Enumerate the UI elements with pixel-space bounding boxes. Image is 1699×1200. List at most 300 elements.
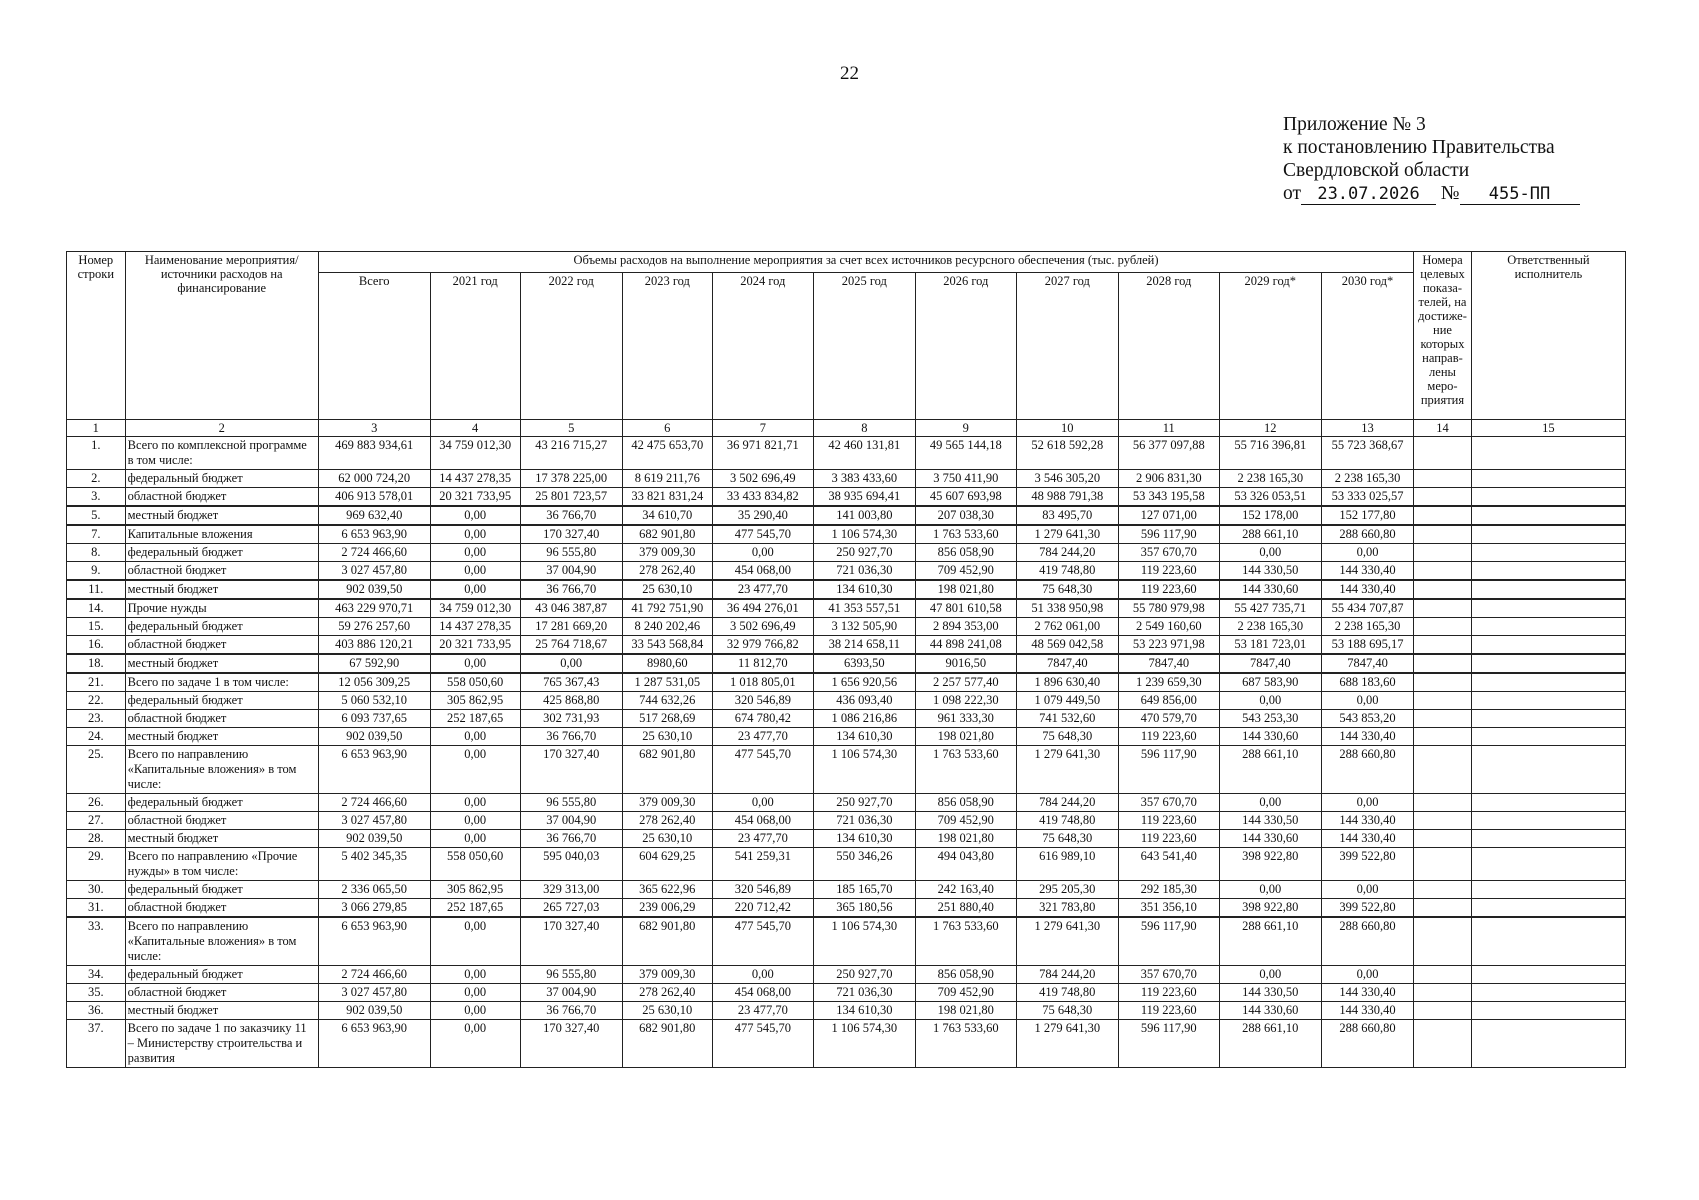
row-year-value: 44 898 241,08 <box>915 636 1016 655</box>
row-year-value: 2 257 577,40 <box>915 673 1016 692</box>
row-year-value: 134 610,30 <box>813 728 915 746</box>
row-year-value: 36 766,70 <box>520 1002 622 1020</box>
row-name: федеральный бюджет <box>125 692 318 710</box>
row-year-value: 0,00 <box>430 966 520 984</box>
row-year-value: 784 244,20 <box>1016 544 1118 562</box>
row-year-value: 288 661,10 <box>1219 1020 1321 1068</box>
row-year-value: 20 321 733,95 <box>430 488 520 507</box>
row-year-value: 744 632,26 <box>622 692 712 710</box>
row-targets <box>1414 881 1472 899</box>
row-year-value: 56 377 097,88 <box>1118 437 1219 470</box>
row-name: федеральный бюджет <box>125 470 318 488</box>
row-year-value: 1 656 920,56 <box>813 673 915 692</box>
row-year-value: 250 927,70 <box>813 544 915 562</box>
row-total-value: 3 027 457,80 <box>318 812 430 830</box>
row-year-value: 55 716 396,81 <box>1219 437 1321 470</box>
row-year-value: 596 117,90 <box>1118 525 1219 544</box>
row-year-value: 365 180,56 <box>813 899 915 918</box>
row-year-value: 141 003,80 <box>813 506 915 525</box>
row-name: местный бюджет <box>125 654 318 673</box>
row-year-value: 48 569 042,58 <box>1016 636 1118 655</box>
row-year-value: 682 901,80 <box>622 917 712 966</box>
row-year-value: 11 812,70 <box>712 654 813 673</box>
row-number: 35. <box>67 984 126 1002</box>
row-year-value: 170 327,40 <box>520 746 622 794</box>
annex-date-prefix: от <box>1283 183 1302 204</box>
row-year-value: 53 188 695,17 <box>1321 636 1413 655</box>
row-year-value: 42 475 653,70 <box>622 437 712 470</box>
row-year-value: 288 660,80 <box>1321 1020 1413 1068</box>
row-year-value: 252 187,65 <box>430 899 520 918</box>
row-year-value: 75 648,30 <box>1016 580 1118 599</box>
row-year-value: 682 901,80 <box>622 525 712 544</box>
row-name: федеральный бюджет <box>125 881 318 899</box>
row-year-value: 51 338 950,98 <box>1016 599 1118 618</box>
row-year-value: 709 452,90 <box>915 562 1016 581</box>
row-targets <box>1414 966 1472 984</box>
row-year-value: 1 896 630,40 <box>1016 673 1118 692</box>
table-row <box>67 881 1626 899</box>
row-responsible <box>1471 899 1625 918</box>
column-number: 13 <box>1321 420 1413 437</box>
row-year-value: 152 178,00 <box>1219 506 1321 525</box>
row-responsible <box>1471 599 1625 618</box>
row-year-value: 242 163,40 <box>915 881 1016 899</box>
row-year-value: 144 330,40 <box>1321 812 1413 830</box>
row-year-value: 0,00 <box>1321 966 1413 984</box>
row-targets <box>1414 562 1472 581</box>
row-name: федеральный бюджет <box>125 544 318 562</box>
header-year: 2024 год <box>712 273 813 420</box>
row-year-value: 3 546 305,20 <box>1016 470 1118 488</box>
row-year-value: 398 922,80 <box>1219 848 1321 881</box>
row-name: Капитальные вложения <box>125 525 318 544</box>
row-year-value: 0,00 <box>430 812 520 830</box>
row-number: 29. <box>67 848 126 881</box>
row-year-value: 321 783,80 <box>1016 899 1118 918</box>
row-year-value: 33 821 831,24 <box>622 488 712 507</box>
row-year-value: 379 009,30 <box>622 544 712 562</box>
row-number: 16. <box>67 636 126 655</box>
row-total-value: 3 066 279,85 <box>318 899 430 918</box>
row-responsible <box>1471 830 1625 848</box>
row-total-value: 469 883 934,61 <box>318 437 430 470</box>
table-row <box>67 899 1626 918</box>
row-targets <box>1414 728 1472 746</box>
row-year-value: 721 036,30 <box>813 812 915 830</box>
row-year-value: 0,00 <box>430 728 520 746</box>
row-responsible <box>1471 881 1625 899</box>
table-row <box>67 488 1626 507</box>
annex-title: Приложение № 3 <box>1283 114 1426 135</box>
row-year-value: 7847,40 <box>1219 654 1321 673</box>
row-responsible <box>1471 1002 1625 1020</box>
row-year-value: 3 383 433,60 <box>813 470 915 488</box>
row-year-value: 34 759 012,30 <box>430 437 520 470</box>
table-row <box>67 636 1626 655</box>
row-year-value: 278 262,40 <box>622 812 712 830</box>
row-total-value: 902 039,50 <box>318 1002 430 1020</box>
row-year-value: 43 216 715,27 <box>520 437 622 470</box>
row-year-value: 96 555,80 <box>520 966 622 984</box>
row-year-value: 1 763 533,60 <box>915 525 1016 544</box>
row-number: 33. <box>67 917 126 966</box>
row-year-value: 37 004,90 <box>520 984 622 1002</box>
row-total-value: 902 039,50 <box>318 580 430 599</box>
row-year-value: 96 555,80 <box>520 794 622 812</box>
row-year-value: 0,00 <box>430 1020 520 1068</box>
row-year-value: 643 541,40 <box>1118 848 1219 881</box>
table-row <box>67 580 1626 599</box>
row-year-value: 288 660,80 <box>1321 917 1413 966</box>
header-name: Наименование мероприятия/ источники расходов на финансирование <box>125 252 318 420</box>
table-row <box>67 562 1626 581</box>
annex-number-prefix: № <box>1440 183 1460 204</box>
row-year-value: 961 333,30 <box>915 710 1016 728</box>
budget-table <box>66 251 1626 1068</box>
row-year-value: 55 427 735,71 <box>1219 599 1321 618</box>
row-year-value: 1 763 533,60 <box>915 746 1016 794</box>
row-year-value: 23 477,70 <box>712 830 813 848</box>
row-year-value: 43 046 387,87 <box>520 599 622 618</box>
row-year-value: 3 132 505,90 <box>813 618 915 636</box>
row-year-value: 7847,40 <box>1321 654 1413 673</box>
row-year-value: 0,00 <box>1219 692 1321 710</box>
row-year-value: 53 326 053,51 <box>1219 488 1321 507</box>
row-year-value: 25 630,10 <box>622 830 712 848</box>
row-year-value: 23 477,70 <box>712 580 813 599</box>
row-name: областной бюджет <box>125 984 318 1002</box>
row-year-value: 119 223,60 <box>1118 562 1219 581</box>
row-year-value: 0,00 <box>430 654 520 673</box>
row-year-value: 0,00 <box>1321 544 1413 562</box>
row-name: местный бюджет <box>125 728 318 746</box>
header-year: 2028 год <box>1118 273 1219 420</box>
row-name: Прочие нужды <box>125 599 318 618</box>
row-year-value: 398 922,80 <box>1219 899 1321 918</box>
row-total-value: 3 027 457,80 <box>318 562 430 581</box>
row-year-value: 477 545,70 <box>712 525 813 544</box>
row-total-value: 2 724 466,60 <box>318 966 430 984</box>
row-year-value: 25 630,10 <box>622 1002 712 1020</box>
row-year-value: 144 330,60 <box>1219 728 1321 746</box>
row-year-value: 0,00 <box>430 580 520 599</box>
row-total-value: 2 336 065,50 <box>318 881 430 899</box>
column-number: 1 <box>67 420 126 437</box>
header-row-number: Номер строки <box>67 252 126 420</box>
row-year-value: 75 648,30 <box>1016 1002 1118 1020</box>
row-year-value: 543 853,20 <box>1321 710 1413 728</box>
row-year-value: 119 223,60 <box>1118 830 1219 848</box>
row-year-value: 0,00 <box>712 794 813 812</box>
row-targets <box>1414 673 1472 692</box>
row-year-value: 207 038,30 <box>915 506 1016 525</box>
row-year-value: 33 433 834,82 <box>712 488 813 507</box>
row-year-value: 152 177,80 <box>1321 506 1413 525</box>
row-total-value: 2 724 466,60 <box>318 544 430 562</box>
row-year-value: 2 894 353,00 <box>915 618 1016 636</box>
row-year-value: 0,00 <box>430 830 520 848</box>
annex-date: 23.07.2026 <box>1301 185 1436 205</box>
row-number: 27. <box>67 812 126 830</box>
row-number: 30. <box>67 881 126 899</box>
row-year-value: 36 766,70 <box>520 506 622 525</box>
row-year-value: 2 238 165,30 <box>1219 618 1321 636</box>
row-year-value: 357 670,70 <box>1118 794 1219 812</box>
row-year-value: 0,00 <box>1219 794 1321 812</box>
row-year-value: 36 766,70 <box>520 830 622 848</box>
row-number: 25. <box>67 746 126 794</box>
row-responsible <box>1471 470 1625 488</box>
row-year-value: 278 262,40 <box>622 562 712 581</box>
row-total-value: 6 653 963,90 <box>318 746 430 794</box>
row-year-value: 1 106 574,30 <box>813 525 915 544</box>
row-year-value: 604 629,25 <box>622 848 712 881</box>
row-year-value: 558 050,60 <box>430 673 520 692</box>
row-name: федеральный бюджет <box>125 794 318 812</box>
row-number: 11. <box>67 580 126 599</box>
row-year-value: 2 238 165,30 <box>1321 618 1413 636</box>
row-year-value: 48 988 791,38 <box>1016 488 1118 507</box>
header-year: 2027 год <box>1016 273 1118 420</box>
row-total-value: 403 886 120,21 <box>318 636 430 655</box>
row-name: областной бюджет <box>125 899 318 918</box>
row-year-value: 477 545,70 <box>712 917 813 966</box>
row-number: 5. <box>67 506 126 525</box>
column-number: 4 <box>430 420 520 437</box>
row-targets <box>1414 636 1472 655</box>
row-year-value: 0,00 <box>430 544 520 562</box>
row-name: Всего по направлению «Капитальные вложения» в том числе: <box>125 746 318 794</box>
row-year-value: 1 279 641,30 <box>1016 917 1118 966</box>
column-number: 9 <box>915 420 1016 437</box>
row-targets <box>1414 812 1472 830</box>
row-year-value: 305 862,95 <box>430 881 520 899</box>
row-responsible <box>1471 984 1625 1002</box>
row-responsible <box>1471 525 1625 544</box>
row-year-value: 250 927,70 <box>813 794 915 812</box>
row-year-value: 34 759 012,30 <box>430 599 520 618</box>
row-year-value: 144 330,60 <box>1219 580 1321 599</box>
row-targets <box>1414 1002 1472 1020</box>
row-year-value: 198 021,80 <box>915 1002 1016 1020</box>
row-year-value: 399 522,80 <box>1321 848 1413 881</box>
row-year-value: 265 727,03 <box>520 899 622 918</box>
header-year: 2030 год* <box>1321 273 1413 420</box>
row-year-value: 14 437 278,35 <box>430 618 520 636</box>
row-year-value: 9016,50 <box>915 654 1016 673</box>
row-year-value: 454 068,00 <box>712 562 813 581</box>
row-year-value: 765 367,43 <box>520 673 622 692</box>
row-year-value: 144 330,40 <box>1321 830 1413 848</box>
header-responsible: Ответственный исполнитель <box>1471 252 1625 420</box>
row-year-value: 419 748,80 <box>1016 984 1118 1002</box>
row-total-value: 902 039,50 <box>318 728 430 746</box>
row-targets <box>1414 899 1472 918</box>
row-year-value: 1 279 641,30 <box>1016 746 1118 794</box>
row-name: областной бюджет <box>125 636 318 655</box>
row-total-value: 6 653 963,90 <box>318 917 430 966</box>
row-name: местный бюджет <box>125 506 318 525</box>
row-year-value: 454 068,00 <box>712 984 813 1002</box>
row-targets <box>1414 544 1472 562</box>
row-year-value: 119 223,60 <box>1118 728 1219 746</box>
annex-line-region: Свердловской области <box>1283 160 1470 181</box>
row-year-value: 144 330,40 <box>1321 562 1413 581</box>
row-year-value: 144 330,50 <box>1219 812 1321 830</box>
row-targets <box>1414 599 1472 618</box>
row-year-value: 3 502 696,49 <box>712 470 813 488</box>
row-year-value: 25 801 723,57 <box>520 488 622 507</box>
row-year-value: 709 452,90 <box>915 984 1016 1002</box>
row-year-value: 419 748,80 <box>1016 812 1118 830</box>
row-year-value: 302 731,93 <box>520 710 622 728</box>
row-year-value: 2 238 165,30 <box>1219 470 1321 488</box>
column-number: 11 <box>1118 420 1219 437</box>
row-number: 1. <box>67 437 126 470</box>
table-row <box>67 544 1626 562</box>
row-year-value: 425 868,80 <box>520 692 622 710</box>
row-year-value: 119 223,60 <box>1118 1002 1219 1020</box>
row-targets <box>1414 470 1472 488</box>
row-year-value: 0,00 <box>430 1002 520 1020</box>
row-year-value: 357 670,70 <box>1118 544 1219 562</box>
row-responsible <box>1471 580 1625 599</box>
row-year-value: 198 021,80 <box>915 830 1016 848</box>
row-year-value: 682 901,80 <box>622 1020 712 1068</box>
row-year-value: 3 502 696,49 <box>712 618 813 636</box>
row-year-value: 198 021,80 <box>915 728 1016 746</box>
table-row <box>67 966 1626 984</box>
header-total: Всего <box>318 273 430 420</box>
row-year-value: 674 780,42 <box>712 710 813 728</box>
row-total-value: 3 027 457,80 <box>318 984 430 1002</box>
row-number: 24. <box>67 728 126 746</box>
row-year-value: 399 522,80 <box>1321 899 1413 918</box>
row-number: 31. <box>67 899 126 918</box>
row-responsible <box>1471 794 1625 812</box>
table-row <box>67 437 1626 470</box>
row-year-value: 144 330,60 <box>1219 1002 1321 1020</box>
row-year-value: 252 187,65 <box>430 710 520 728</box>
row-total-value: 6 093 737,65 <box>318 710 430 728</box>
row-year-value: 170 327,40 <box>520 525 622 544</box>
row-targets <box>1414 488 1472 507</box>
row-year-value: 144 330,50 <box>1219 562 1321 581</box>
row-year-value: 709 452,90 <box>915 812 1016 830</box>
row-year-value: 52 618 592,28 <box>1016 437 1118 470</box>
row-name: местный бюджет <box>125 580 318 599</box>
row-year-value: 251 880,40 <box>915 899 1016 918</box>
row-number: 22. <box>67 692 126 710</box>
row-year-value: 75 648,30 <box>1016 830 1118 848</box>
annex-block <box>1283 113 1580 205</box>
row-year-value: 856 058,90 <box>915 544 1016 562</box>
row-number: 9. <box>67 562 126 581</box>
row-year-value: 47 801 610,58 <box>915 599 1016 618</box>
row-year-value: 1 106 574,30 <box>813 1020 915 1068</box>
row-number: 14. <box>67 599 126 618</box>
row-year-value: 170 327,40 <box>520 917 622 966</box>
row-year-value: 543 253,30 <box>1219 710 1321 728</box>
row-year-value: 0,00 <box>1321 794 1413 812</box>
row-responsible <box>1471 728 1625 746</box>
table-row <box>67 812 1626 830</box>
row-year-value: 8980,60 <box>622 654 712 673</box>
row-number: 21. <box>67 673 126 692</box>
header-year: 2026 год <box>915 273 1016 420</box>
row-year-value: 0,00 <box>430 917 520 966</box>
row-year-value: 1 279 641,30 <box>1016 525 1118 544</box>
row-responsible <box>1471 437 1625 470</box>
row-year-value: 53 343 195,58 <box>1118 488 1219 507</box>
row-year-value: 687 583,90 <box>1219 673 1321 692</box>
row-year-value: 741 532,60 <box>1016 710 1118 728</box>
row-name: федеральный бюджет <box>125 618 318 636</box>
row-number: 37. <box>67 1020 126 1068</box>
table-row <box>67 654 1626 673</box>
row-year-value: 1 239 659,30 <box>1118 673 1219 692</box>
row-targets <box>1414 848 1472 881</box>
column-number: 3 <box>318 420 430 437</box>
row-year-value: 53 333 025,57 <box>1321 488 1413 507</box>
row-year-value: 0,00 <box>712 966 813 984</box>
row-year-value: 170 327,40 <box>520 1020 622 1068</box>
annex-date-line <box>1283 182 1580 205</box>
row-number: 15. <box>67 618 126 636</box>
row-year-value: 8 619 211,76 <box>622 470 712 488</box>
row-targets <box>1414 794 1472 812</box>
header-volumes: Объемы расходов на выполнение мероприятия за счет всех источников ресурсного обеспечения (тыс. рублей) <box>318 252 1413 273</box>
row-year-value: 35 290,40 <box>712 506 813 525</box>
row-year-value: 351 356,10 <box>1118 899 1219 918</box>
row-number: 8. <box>67 544 126 562</box>
row-year-value: 357 670,70 <box>1118 966 1219 984</box>
row-name: Всего по направлению «Прочие нужды» в том числе: <box>125 848 318 881</box>
row-name: федеральный бюджет <box>125 966 318 984</box>
row-year-value: 1 018 805,01 <box>712 673 813 692</box>
row-total-value: 59 276 257,60 <box>318 618 430 636</box>
row-year-value: 541 259,31 <box>712 848 813 881</box>
row-year-value: 25 764 718,67 <box>520 636 622 655</box>
row-year-value: 379 009,30 <box>622 794 712 812</box>
row-year-value: 17 281 669,20 <box>520 618 622 636</box>
table-row <box>67 710 1626 728</box>
row-responsible <box>1471 692 1625 710</box>
row-year-value: 2 762 061,00 <box>1016 618 1118 636</box>
row-year-value: 477 545,70 <box>712 1020 813 1068</box>
row-year-value: 2 906 831,30 <box>1118 470 1219 488</box>
row-year-value: 37 004,90 <box>520 562 622 581</box>
row-year-value: 36 494 276,01 <box>712 599 813 618</box>
table-row <box>67 506 1626 525</box>
row-responsible <box>1471 1020 1625 1068</box>
row-year-value: 250 927,70 <box>813 966 915 984</box>
row-targets <box>1414 437 1472 470</box>
row-targets <box>1414 618 1472 636</box>
row-year-value: 119 223,60 <box>1118 984 1219 1002</box>
row-year-value: 144 330,60 <box>1219 830 1321 848</box>
table-row <box>67 728 1626 746</box>
row-responsible <box>1471 488 1625 507</box>
row-year-value: 0,00 <box>430 506 520 525</box>
row-name: Всего по комплексной программе в том числе: <box>125 437 318 470</box>
row-year-value: 41 792 751,90 <box>622 599 712 618</box>
row-year-value: 288 660,80 <box>1321 746 1413 794</box>
row-year-value: 0,00 <box>1321 881 1413 899</box>
row-year-value: 1 106 574,30 <box>813 917 915 966</box>
row-targets <box>1414 525 1472 544</box>
